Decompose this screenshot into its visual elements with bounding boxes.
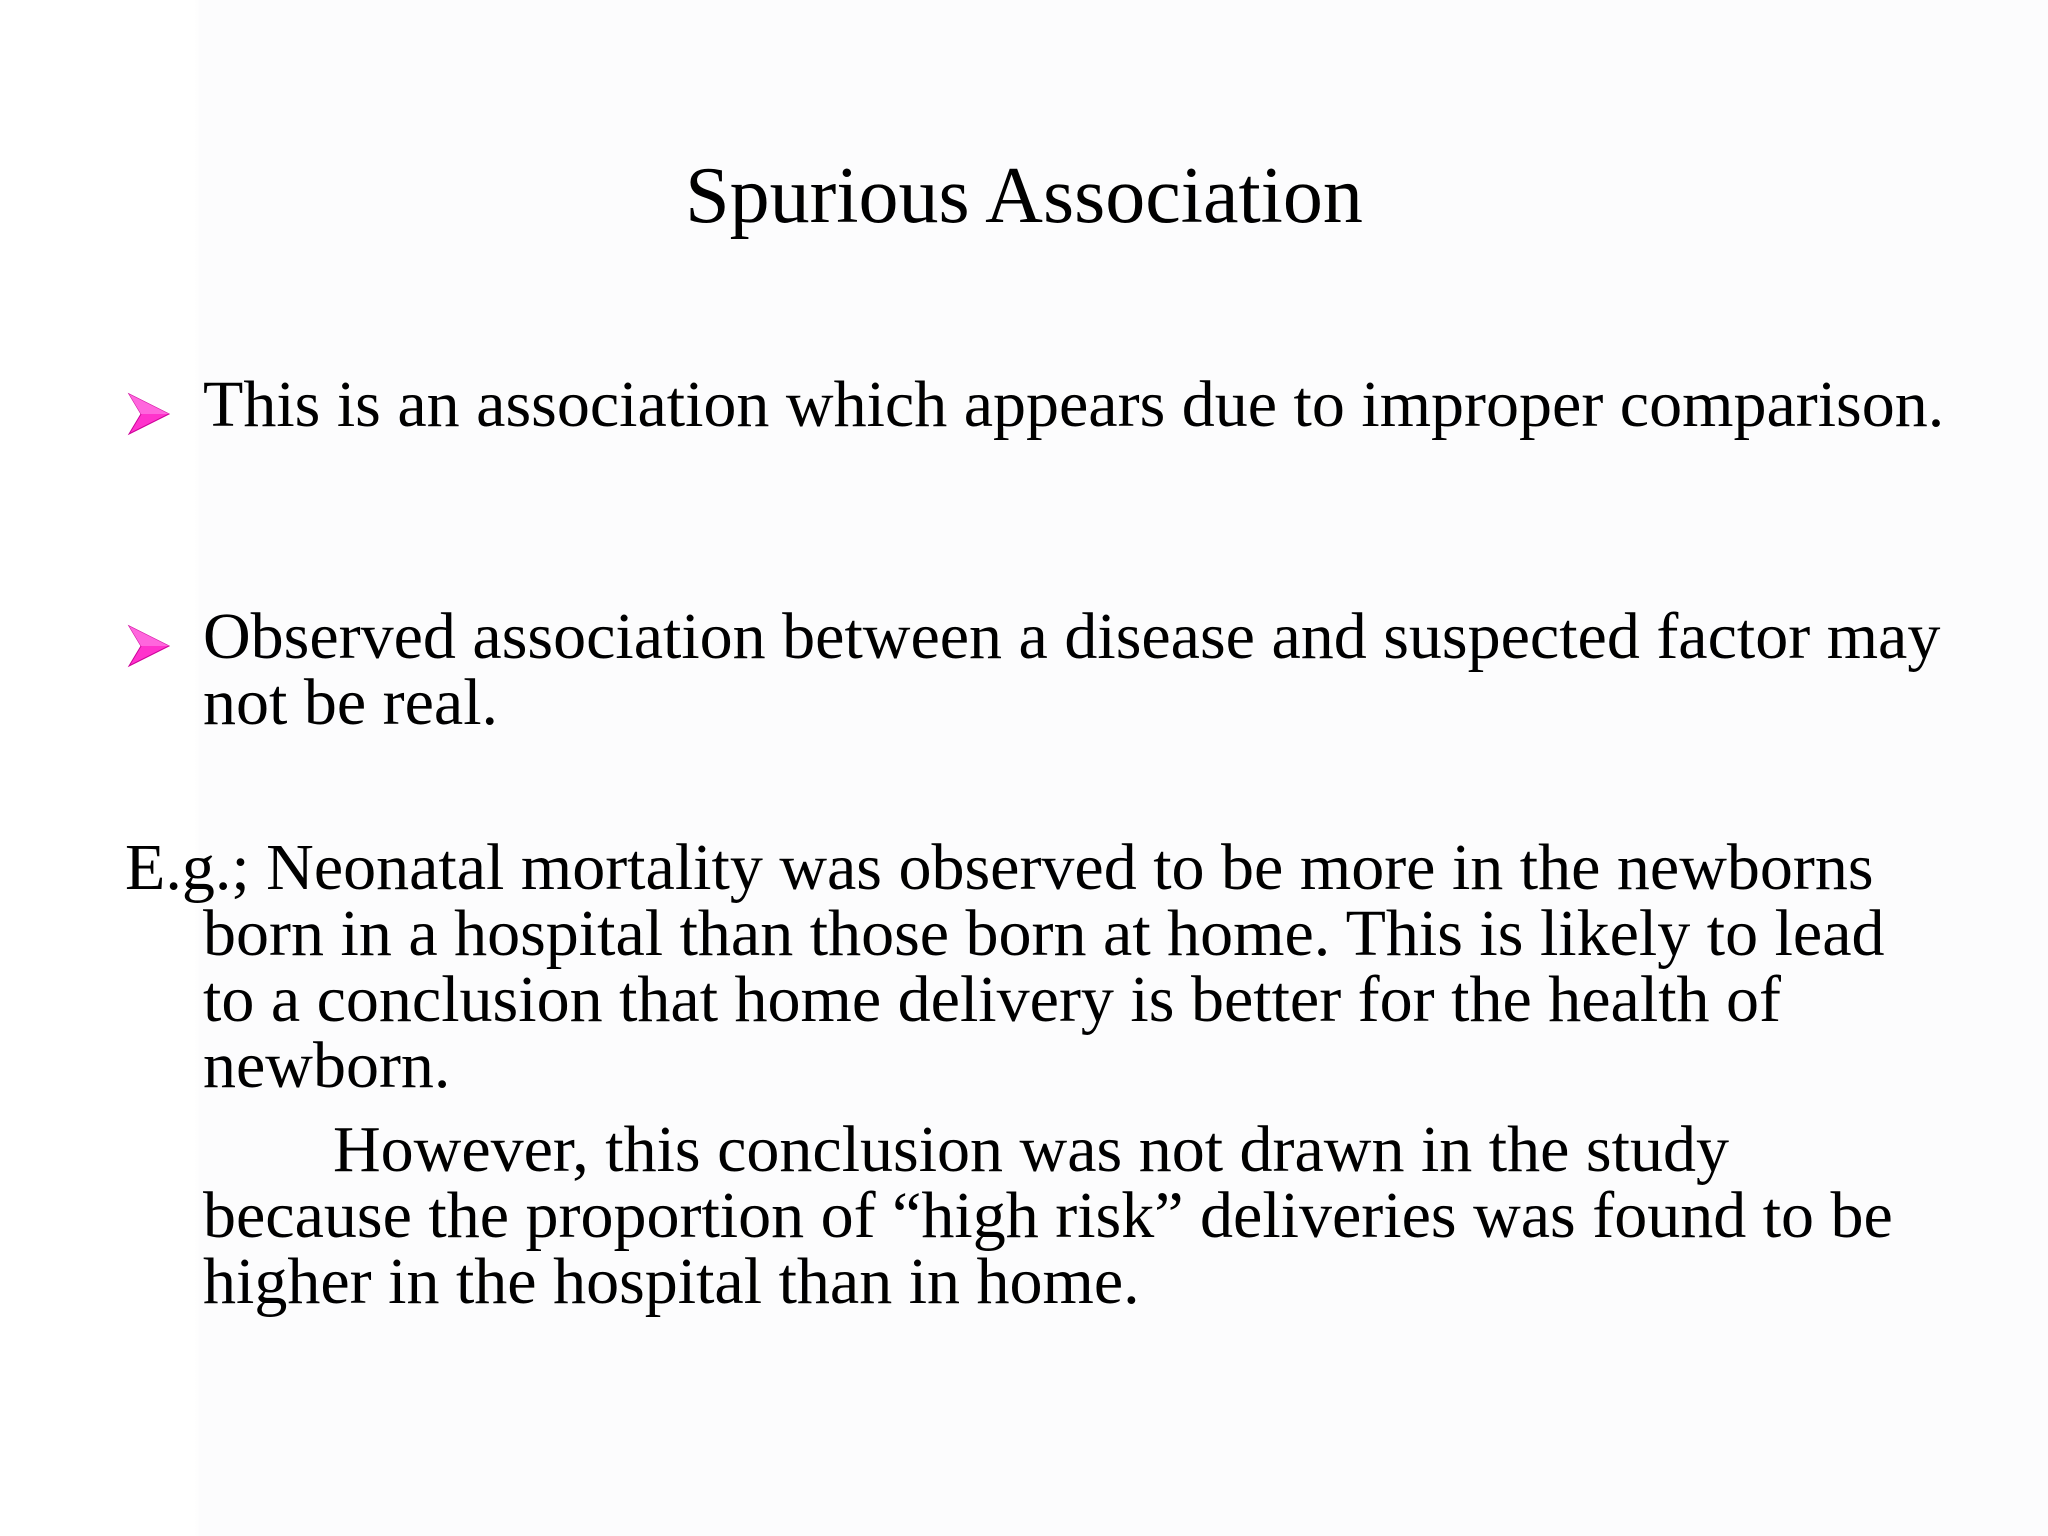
bullet-item (125, 368, 1945, 512)
example-continuation-paragraph: However, this conclusion was not drawn in the study because the proportion of “high risk” deliveries was found to be higher in the hospital than in home. (203, 1113, 1893, 1318)
slide-title: Spurious Association (685, 152, 1363, 240)
bullet-item (125, 600, 1941, 744)
arrowhead-bullet-icon (125, 390, 173, 438)
arrowhead-bullet-icon (125, 622, 173, 670)
bullet-text: Observed association between a disease and suspected factor may not be real. (203, 600, 1941, 739)
example-block (125, 831, 1905, 1318)
example-paragraph: E.g.; Neonatal mortality was observed to be more in the newborns born in a hospital than those born at home. This is likely to lead to a conclusion that home delivery is better for the health of newborn. (125, 831, 1885, 1102)
bullet-text: This is an association which appears due to improper comparison. (203, 368, 1945, 441)
